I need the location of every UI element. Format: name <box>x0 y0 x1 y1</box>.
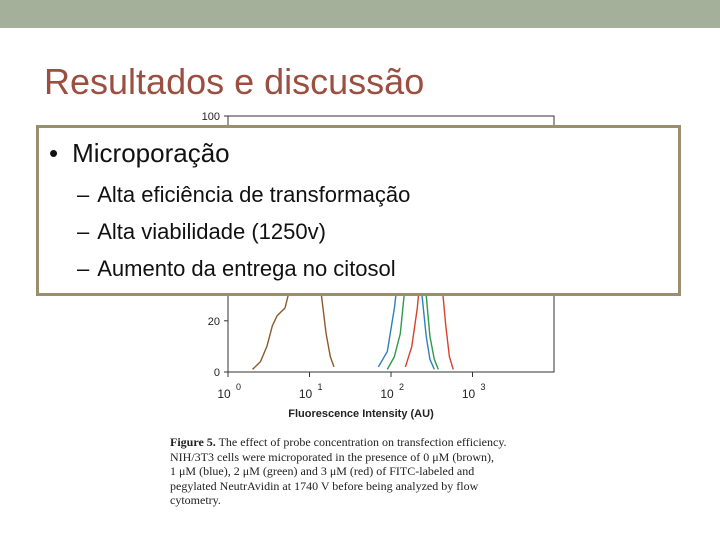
sub-bullet-marker: – <box>77 182 90 207</box>
y-tick-label: 0 <box>213 367 220 379</box>
caption-line: The effect of probe concentration on transfection efficiency. <box>218 435 507 449</box>
caption-line: NIH/3T3 cells were microporated in the presence of 0 μM (brown), <box>170 449 494 464</box>
y-tick-label: 100 <box>201 111 220 123</box>
sub-bullet-list <box>77 176 410 287</box>
caption-label: Figure 5. <box>170 435 216 449</box>
x-tick-exponent: 3 <box>480 382 486 392</box>
top-bar <box>0 0 720 28</box>
x-tick-label: 10 <box>380 387 394 401</box>
bullet-label: Microporação <box>72 138 230 168</box>
x-axis-label: Fluorescence Intensity (AU) <box>288 408 434 420</box>
sub-bullet-item <box>77 176 410 213</box>
sub-bullet-label: Alta viabilidade (1250v) <box>97 219 326 244</box>
bullet-box <box>36 125 681 296</box>
bullet-marker: • <box>49 138 59 168</box>
x-tick-exponent: 1 <box>317 382 323 392</box>
caption-line: cytometry. <box>170 493 221 507</box>
caption-line: 1 μM (blue), 2 μM (green) and 3 μM (red) of FITC-labeled and <box>170 464 475 478</box>
sub-bullet-item <box>77 213 410 250</box>
sub-bullet-marker: – <box>77 219 90 244</box>
x-tick-label: 10 <box>298 387 313 401</box>
x-tick-label: 10 <box>461 387 476 401</box>
figure-caption <box>170 435 560 508</box>
sub-bullet-label: Aumento da entrega no citosol <box>97 256 396 281</box>
x-tick-label: 10 <box>217 387 231 401</box>
sub-bullet-label: Alta eficiência de transformação <box>97 182 411 207</box>
y-tick-label: 20 <box>207 315 220 328</box>
sub-bullet-item <box>77 250 410 287</box>
x-tick-exponent: 2 <box>399 382 405 392</box>
sub-bullet-marker: – <box>77 256 90 281</box>
slide-title: Resultados e discussão <box>44 62 425 102</box>
x-tick-exponent: 0 <box>236 382 242 392</box>
caption-line: pegylated NeutrAvidin at 1740 V before being analyzed by flow <box>170 478 479 493</box>
bullet-item <box>49 135 230 171</box>
